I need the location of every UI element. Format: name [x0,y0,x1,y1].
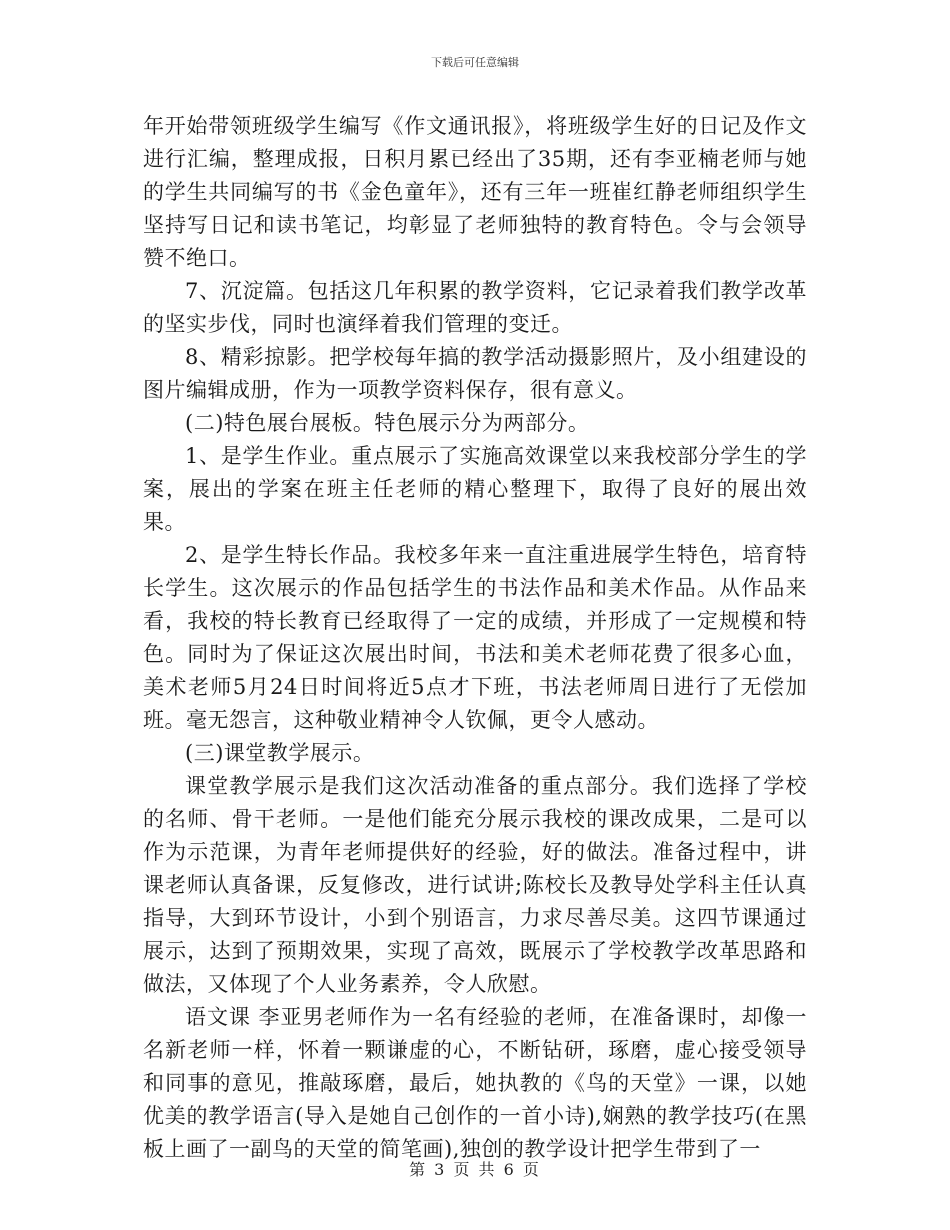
document-body [143,110,807,1166]
page-header: 下载后可任意编辑 [431,56,519,69]
page-footer: 第 3 页 共 6 页 [409,1160,541,1179]
paragraph-student-homework: 1、是学生作业。重点展示了实施高效课堂以来我校部分学生的学案，展出的学案在班主任老师的精心整理下，取得了良好的展出效果。 [143,444,807,534]
section-heading-2: (二)特色展台展板。特色展示分为两部分。 [185,411,590,435]
paragraph-classroom-teaching: 课堂教学展示是我们这次活动准备的重点部分。我们选择了学校的名师、骨干老师。一是他们能充分展示我校的课改成果，二是可以作为示范课，为青年老师提供好的经验，好的做法。准备过程中，讲课老师认真备课，反复修改，进行试讲;陈校长及教导处学科主任认真指导，大到环节设计，小到个别语言，力求尽善尽美。这四节课通过展示，达到了预期效果，实现了高效，既展示了学校教学改革思路和做法，又体现了个人业务素养，令人欣慰。 [143,774,807,996]
paragraph-item-7: 7、沉淀篇。包括这几年积累的教学资料，它记录着我们教学改革的坚实步伐，同时也演绎着我们管理的变迁。 [143,279,807,336]
section-heading-3: (三)课堂教学展示。 [185,741,375,765]
paragraph-student-works: 2、是学生特长作品。我校多年来一直注重进展学生特色，培育特长学生。这次展示的作品包括学生的书法作品和美术作品。从作品来看，我校的特长教育已经取得了一定的成绩，并形成了一定规模和特色。同时为了保证这次展出时间，书法和美术老师花费了很多心血，美术老师5月24日时间将近5点才下班，书法老师周日进行了无偿加班。毫无怨言，这种敬业精神令人钦佩，更令人感动。 [143,543,807,732]
paragraph-chinese-class: 语文课 李亚男老师作为一名有经验的老师，在准备课时，却像一名新老师一样，怀着一颗谦虚的心，不断钻研，琢磨，虚心接受领导和同事的意见，推敲琢磨，最后，她执教的《鸟的天堂》一课，以她优美的教学语言(导入是她自己创作的一首小诗),娴熟的教学技巧(在黑板上画了一副鸟的天堂的简笔画),独创的教学设计把学生带到了一 [143,1005,807,1161]
paragraph-item-8: 8、精彩掠影。把学校每年搞的教学活动摄影照片，及小组建设的图片编辑成册，作为一项教学资料保存，很有意义。 [143,345,807,402]
paragraph-continued: 年开始带领班级学生编写《作文通讯报》，将班级学生好的日记及作文进行汇编，整理成报，日积月累已经出了35期，还有李亚楠老师与她的学生共同编写的书《金色童年》，还有三年一班崔红静老师组织学生坚持写日记和读书笔记，均彰显了老师独特的教育特色。令与会领导赞不绝口。 [143,114,807,270]
